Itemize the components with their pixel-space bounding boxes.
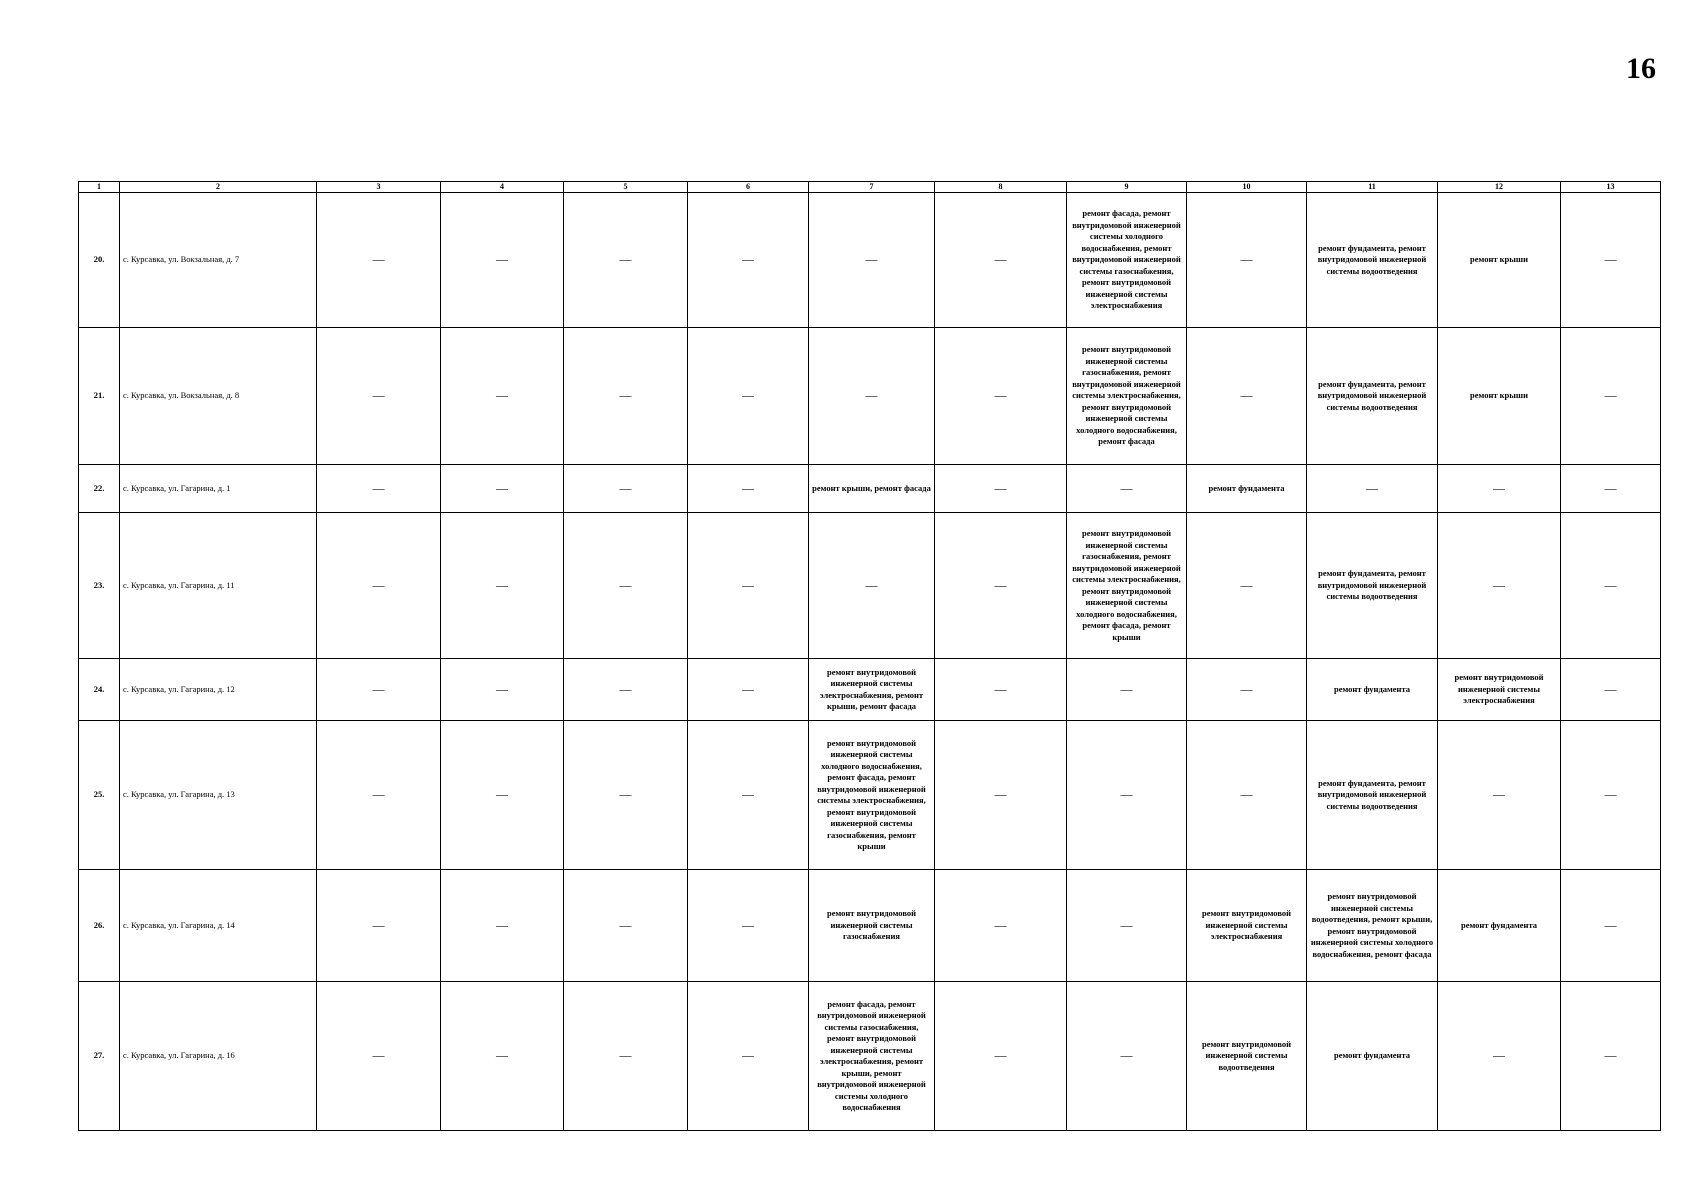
table-cell: — <box>935 982 1067 1131</box>
address-cell: с. Курсавка, ул. Вокзальная, д. 7 <box>120 193 317 328</box>
table-cell: — <box>1561 193 1661 328</box>
table-cell: ремонт внутридомовой инженерной системы газоснабжения, ремонт внутридомовой инженерной системы электроснабжения, ремонт внутридомовой инженерной системы холодного водоснабжения, ремонт фасада <box>1067 328 1187 465</box>
table-cell: ремонт крыши <box>1438 193 1561 328</box>
repair-schedule-table <box>78 181 1661 1131</box>
table-cell: — <box>1067 465 1187 513</box>
table-cell: — <box>441 870 564 982</box>
table-cell: — <box>1561 659 1661 721</box>
column-header: 2 <box>120 182 317 193</box>
table-cell: — <box>1187 721 1307 870</box>
table-cell: — <box>441 465 564 513</box>
row-number: 27. <box>79 982 120 1131</box>
table-row <box>79 721 1661 870</box>
table-row <box>79 870 1661 982</box>
table-cell: — <box>1561 328 1661 465</box>
table-cell: — <box>441 328 564 465</box>
table-cell: — <box>564 465 688 513</box>
table-cell: — <box>564 513 688 659</box>
table-cell: ремонт фундамента, ремонт внутридомовой инженерной системы водоотведения <box>1307 721 1438 870</box>
column-header: 10 <box>1187 182 1307 193</box>
row-number: 23. <box>79 513 120 659</box>
table-cell: ремонт фундамента, ремонт внутридомовой инженерной системы водоотведения <box>1307 193 1438 328</box>
table-cell: — <box>935 870 1067 982</box>
table-cell: ремонт фундамента <box>1307 659 1438 721</box>
table-cell: — <box>688 193 809 328</box>
table-cell: ремонт фундамента <box>1438 870 1561 982</box>
table-cell: — <box>564 721 688 870</box>
table-cell: — <box>809 193 935 328</box>
table-cell: — <box>317 328 441 465</box>
table-cell: — <box>1561 982 1661 1131</box>
table-cell: — <box>688 513 809 659</box>
table-cell: ремонт крыши, ремонт фасада <box>809 465 935 513</box>
table-cell: ремонт внутридомовой инженерной системы электроснабжения, ремонт крыши, ремонт фасада <box>809 659 935 721</box>
table-cell: — <box>935 513 1067 659</box>
column-header: 4 <box>441 182 564 193</box>
address-cell: с. Курсавка, ул. Гагарина, д. 1 <box>120 465 317 513</box>
table-cell: — <box>688 982 809 1131</box>
table-cell: ремонт внутридомовой инженерной системы водоотведения <box>1187 982 1307 1131</box>
table-cell: — <box>1187 328 1307 465</box>
table-cell: — <box>688 721 809 870</box>
table-row <box>79 513 1661 659</box>
table-cell: — <box>1561 721 1661 870</box>
column-header: 6 <box>688 182 809 193</box>
table-row <box>79 659 1661 721</box>
table-cell: ремонт внутридомовой инженерной системы электроснабжения <box>1438 659 1561 721</box>
table-cell: — <box>441 721 564 870</box>
table-cell: — <box>317 659 441 721</box>
table-cell: — <box>317 982 441 1131</box>
table-cell: — <box>1187 193 1307 328</box>
table-cell: ремонт внутридомовой инженерной системы холодного водоснабжения, ремонт фасада, ремонт внутридомовой инженерной системы электроснабжения, ремонт внутридомовой инженерной системы газоснабжения, ремонт крыши <box>809 721 935 870</box>
table-cell: — <box>564 982 688 1131</box>
table-cell: ремонт внутридомовой инженерной системы водоотведения, ремонт крыши, ремонт внутридомовой инженерной системы холодного водоснабжения, ремонт фасада <box>1307 870 1438 982</box>
table-cell: — <box>1438 721 1561 870</box>
column-header: 1 <box>79 182 120 193</box>
table-cell: ремонт крыши <box>1438 328 1561 465</box>
column-header: 3 <box>317 182 441 193</box>
address-cell: с. Курсавка, ул. Гагарина, д. 14 <box>120 870 317 982</box>
table-cell: ремонт фундамента <box>1307 982 1438 1131</box>
column-header: 11 <box>1307 182 1438 193</box>
table-cell: ремонт фундамента, ремонт внутридомовой инженерной системы водоотведения <box>1307 328 1438 465</box>
table-cell: — <box>1561 465 1661 513</box>
table-cell: — <box>809 328 935 465</box>
table-cell: — <box>317 465 441 513</box>
table-cell: — <box>1067 982 1187 1131</box>
column-header: 13 <box>1561 182 1661 193</box>
address-cell: с. Курсавка, ул. Вокзальная, д. 8 <box>120 328 317 465</box>
column-header: 12 <box>1438 182 1561 193</box>
table-cell: — <box>688 870 809 982</box>
table-cell: — <box>441 193 564 328</box>
row-number: 25. <box>79 721 120 870</box>
table-cell: — <box>1438 513 1561 659</box>
table-cell: — <box>688 328 809 465</box>
column-header: 7 <box>809 182 935 193</box>
header-row <box>79 182 1661 193</box>
row-number: 24. <box>79 659 120 721</box>
table-cell: ремонт внутридомовой инженерной системы электроснабжения <box>1187 870 1307 982</box>
table-cell: — <box>688 659 809 721</box>
table-cell: ремонт фасада, ремонт внутридомовой инженерной системы холодного водоснабжения, ремонт внутридомовой инженерной системы газоснабжения, ремонт внутридомовой инженерной системы электроснабжения <box>1067 193 1187 328</box>
address-cell: с. Курсавка, ул. Гагарина, д. 11 <box>120 513 317 659</box>
table-cell: — <box>317 193 441 328</box>
row-number: 26. <box>79 870 120 982</box>
table-cell: — <box>317 721 441 870</box>
table-cell: — <box>935 721 1067 870</box>
table-row <box>79 465 1661 513</box>
address-cell: с. Курсавка, ул. Гагарина, д. 16 <box>120 982 317 1131</box>
table-cell: — <box>441 982 564 1131</box>
table-cell: — <box>1067 870 1187 982</box>
address-cell: с. Курсавка, ул. Гагарина, д. 12 <box>120 659 317 721</box>
row-number: 20. <box>79 193 120 328</box>
address-cell: с. Курсавка, ул. Гагарина, д. 13 <box>120 721 317 870</box>
table-cell: — <box>441 659 564 721</box>
table-cell: — <box>1067 721 1187 870</box>
table-cell: — <box>935 328 1067 465</box>
table-cell: ремонт внутридомовой инженерной системы газоснабжения <box>809 870 935 982</box>
table-cell: — <box>1067 659 1187 721</box>
row-number: 22. <box>79 465 120 513</box>
column-header: 5 <box>564 182 688 193</box>
table-cell: — <box>564 870 688 982</box>
table-cell: — <box>1561 870 1661 982</box>
table-row <box>79 982 1661 1131</box>
table-cell: — <box>935 193 1067 328</box>
table-row <box>79 328 1661 465</box>
table-cell: — <box>1307 465 1438 513</box>
table-cell: — <box>317 513 441 659</box>
column-header: 9 <box>1067 182 1187 193</box>
row-number: 21. <box>79 328 120 465</box>
table-cell: ремонт фундамента, ремонт внутридомовой инженерной системы водоотведения <box>1307 513 1438 659</box>
table-cell: — <box>564 328 688 465</box>
table-cell: — <box>809 513 935 659</box>
table-cell: — <box>564 659 688 721</box>
table-cell: — <box>935 659 1067 721</box>
table-cell: — <box>1187 659 1307 721</box>
column-header: 8 <box>935 182 1067 193</box>
table-cell: — <box>935 465 1067 513</box>
table-cell: ремонт фасада, ремонт внутридомовой инженерной системы газоснабжения, ремонт внутридомовой инженерной системы электроснабжения, ремонт крыши, ремонт внутридомовой инженерной системы холодного водоснабжения <box>809 982 935 1131</box>
table-cell: ремонт фундамента <box>1187 465 1307 513</box>
table-cell: — <box>317 870 441 982</box>
table-cell: — <box>688 465 809 513</box>
table-cell: — <box>1561 513 1661 659</box>
table-row <box>79 193 1661 328</box>
table-cell: — <box>1438 465 1561 513</box>
page-number: 16 <box>1626 52 1656 85</box>
table-cell: — <box>1438 982 1561 1131</box>
table-cell: — <box>441 513 564 659</box>
table-cell: — <box>1187 513 1307 659</box>
table-cell: ремонт внутридомовой инженерной системы газоснабжения, ремонт внутридомовой инженерной системы электроснабжения, ремонт внутридомовой инженерной системы холодного водоснабжения, ремонт фасада, ремонт крыши <box>1067 513 1187 659</box>
table-cell: — <box>564 193 688 328</box>
